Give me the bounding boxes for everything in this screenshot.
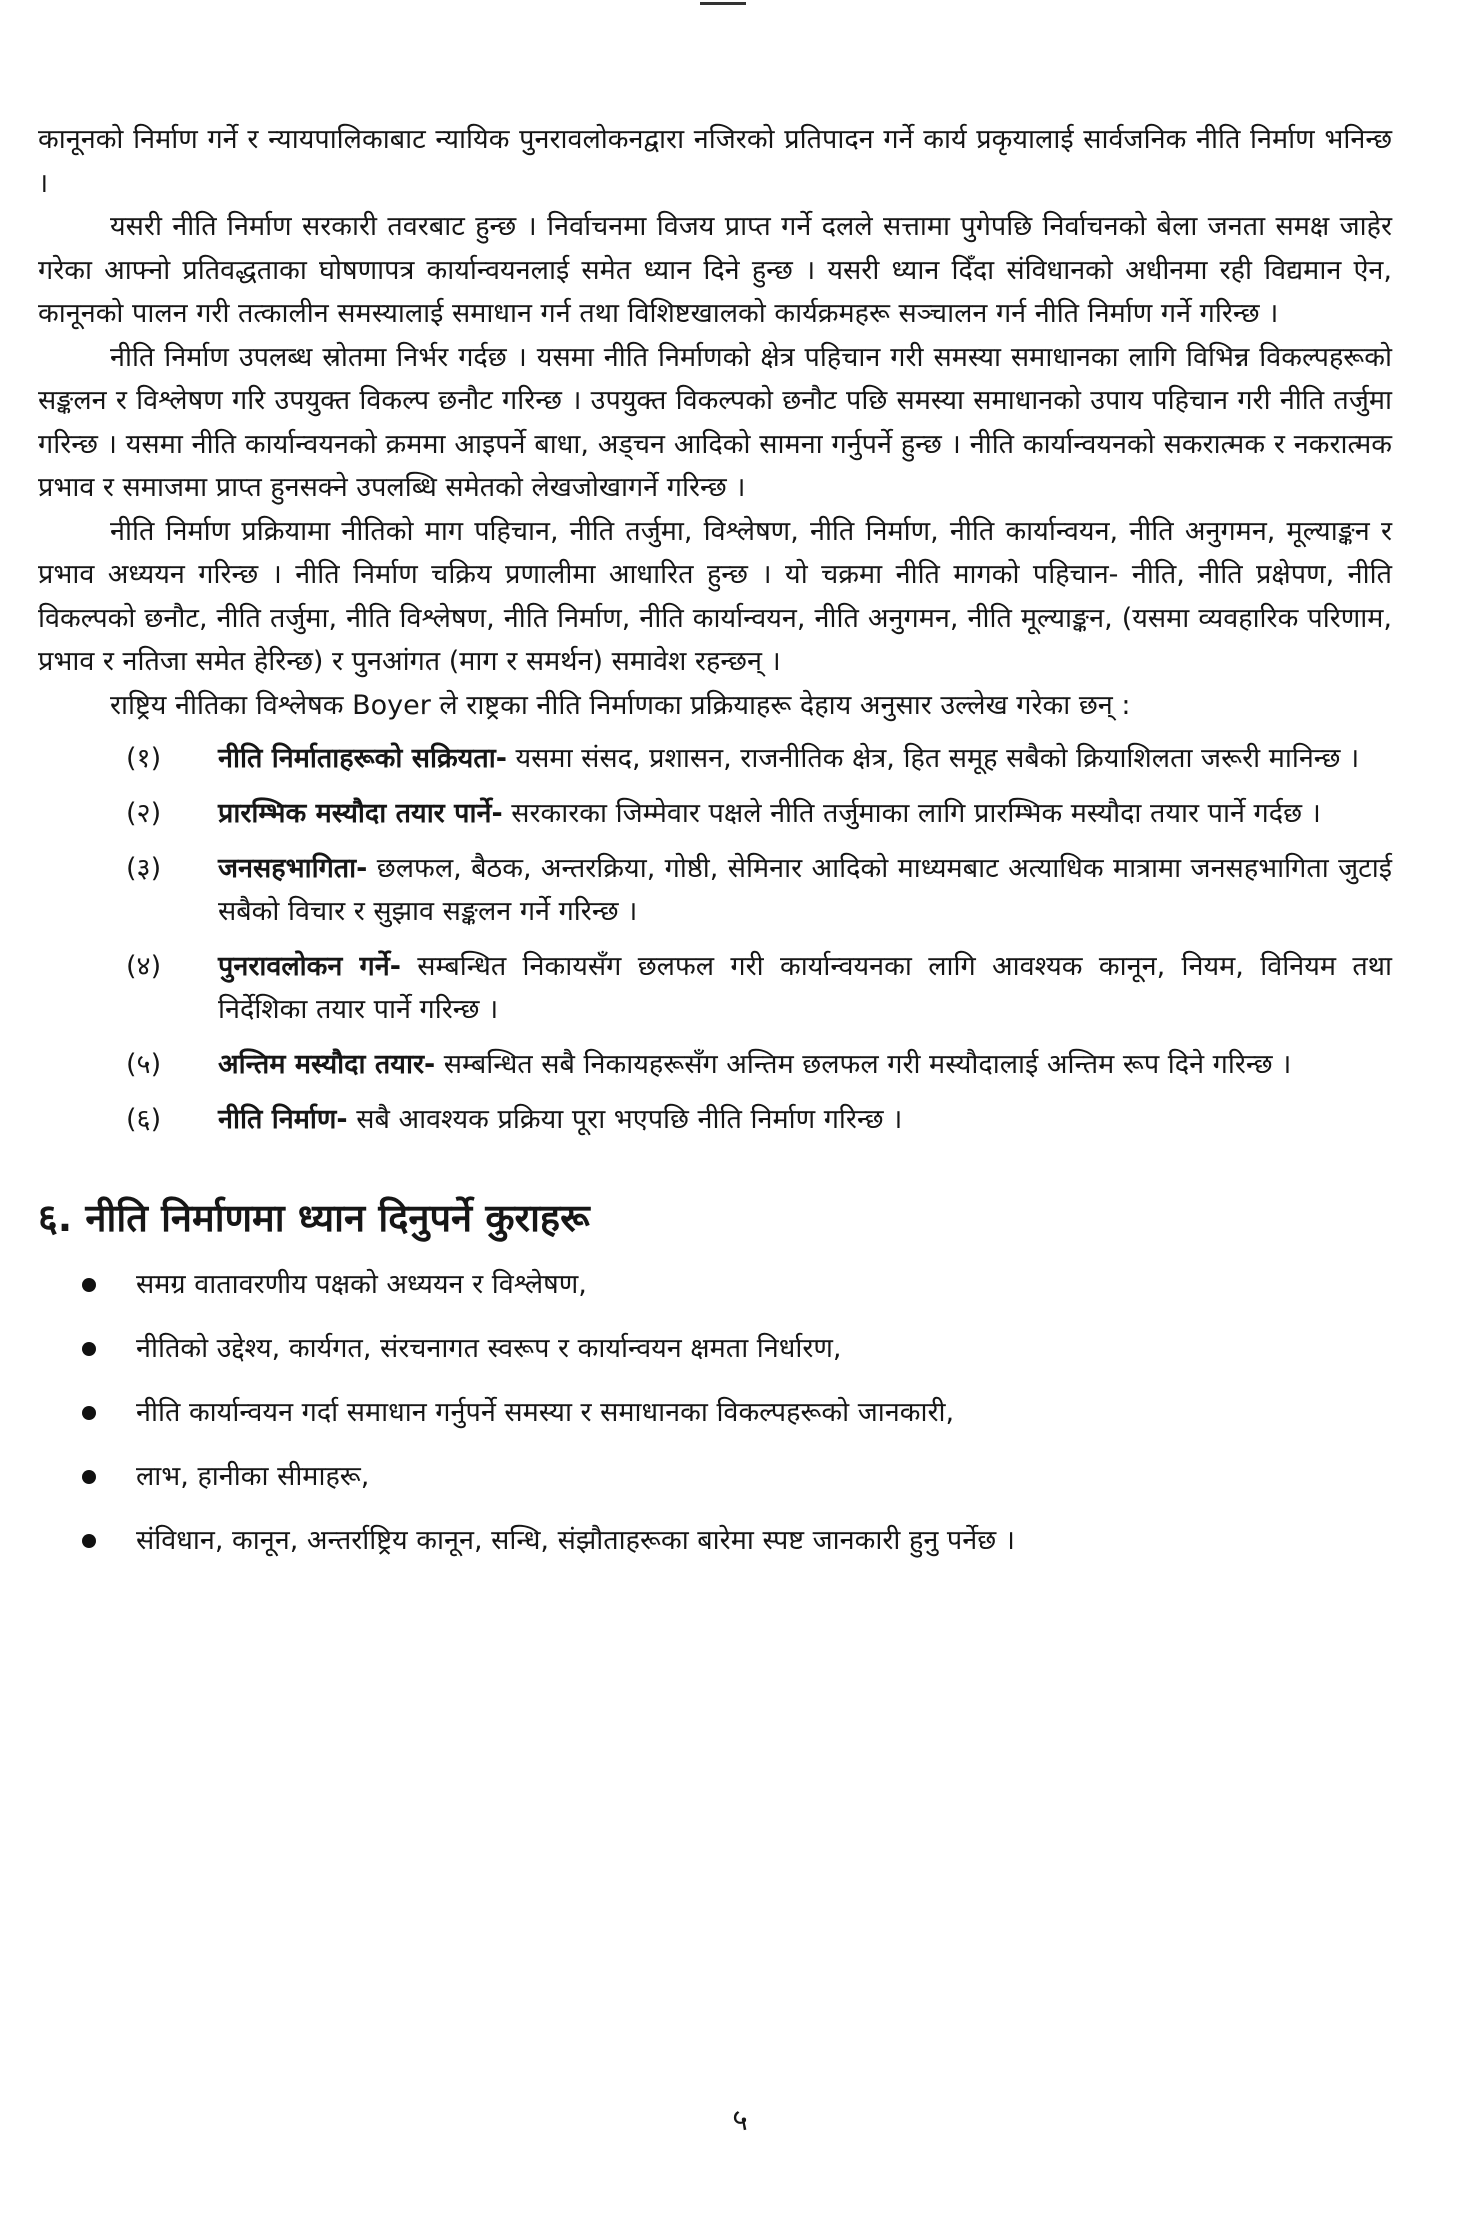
paragraph-2: यसरी नीति निर्माण सरकारी तवरबाट हुन्छ । निर्वाचनमा विजय प्राप्त गर्ने दलले सत्तामा पुगेपछि निर्वाचनको बेला जनता समक्ष जाहेर गरेका आफ्नो प्रतिवद्धताका घोषणापत्र कार्यान्वयनलाई समेत ध्यान दिने हुन्छ । यसरी ध्यान दिँदा संविधानको अधीनमा रही विद्यमान ऐन, कानूनको पालन गरी तत्कालीन समस्यालाई समाधान गर्न तथा विशिष्टखालको कार्यक्रमहरू सञ्चालन गर्न नीति निर्माण गर्ने गरिन्छ । [38,211,1392,329]
list-item [38,1043,1392,1086]
list-item [38,737,1392,780]
list-item [38,847,1392,933]
bullet-icon [82,1342,96,1356]
item-term: अन्तिम मस्यौदा तयार- [218,1049,436,1080]
bullet-text: लाभ, हानीका सीमाहरू, [136,1461,370,1492]
item-number: (४) [126,951,162,982]
item-text: सबै आवश्यक प्रक्रिया पूरा भएपछि नीति निर्माण गरिन्छ । [347,1104,903,1135]
bullet-icon [82,1470,96,1484]
item-number: (३) [126,853,162,884]
bullet-icon [82,1278,96,1292]
item-term: पुनरावलोकन गर्ने- [218,951,401,982]
scan-mark [700,2,746,5]
list-item [38,1327,1392,1371]
list-item [38,945,1392,1031]
page-number: ५ [732,2103,748,2138]
item-term: जनसहभागिता- [218,853,368,884]
item-text: सरकारका जिम्मेवार पक्षले नीति तर्जुमाका लागि प्रारम्भिक मस्यौदा तयार पार्ने गर्दछ । [502,798,1321,829]
bullet-text: समग्र वातावरणीय पक्षको अध्ययन र विश्लेषण, [136,1269,587,1300]
item-text: सम्बन्धित निकायसँग छलफल गरी कार्यान्वयनका लागि आवश्यक कानून, नियम, विनियम तथा निर्देशिका तयार पार्ने गरिन्छ । [218,951,1392,1025]
bullet-icon [82,1534,96,1548]
item-text: सम्बन्धित सबै निकायहरूसँग अन्तिम छलफल गरी मस्यौदालाई अन्तिम रूप दिने गरिन्छ । [435,1049,1292,1080]
section-heading: ६. नीति निर्माणमा ध्यान दिनुपर्ने कुराहरू [38,1196,590,1240]
list-item [38,1263,1392,1307]
item-term: नीति निर्माताहरूको सक्रियता- [218,743,507,774]
item-text: यसमा संसद, प्रशासन, राजनीतिक क्षेत्र, हित समूह सबैको क्रियाशिलता जरूरी मानिन्छ । [506,743,1360,774]
item-text: छलफल, बैठक, अन्तरक्रिया, गोष्ठी, सेमिनार आदिको माध्यमबाट अत्याधिक मात्रामा जनसहभागिता जुटाई सबैको विचार र सुझाव सङ्कलन गर्ने गरिन्छ । [218,853,1392,927]
item-term: प्रारम्भिक मस्यौदा तयार पार्ने- [218,798,503,829]
process-list [38,737,1392,1141]
list-item [38,1455,1392,1499]
paragraph-4: नीति निर्माण प्रक्रियामा नीतिको माग पहिचान, नीति तर्जुमा, विश्लेषण, नीति निर्माण, नीति कार्यान्वयन, नीति अनुगमन, मूल्याङ्कन र प्रभाव अध्ययन गरिन्छ । नीति निर्माण चक्रिय प्रणालीमा आधारित हुन्छ । यो चक्रमा नीति मागको पहिचान- नीति, नीति प्रक्षेपण, नीति विकल्पको छनौट, नीति तर्जुमा, नीति विश्लेषण, नीति निर्माण, नीति कार्यान्वयन, नीति अनुगमन, नीति मूल्याङ्कन, (यसमा व्यवहारिक परिणाम, प्रभाव र नतिजा समेत हेरिन्छ) र पुनआंगत (माग र समर्थन) समावेश रहन्छन् । [38,515,1392,677]
list-item [38,1519,1392,1563]
bullet-text: नीतिको उद्देश्य, कार्यगत, संरचनागत स्वरूप र कार्यान्वयन क्षमता निर्धारण, [136,1333,842,1364]
bullet-icon [82,1406,96,1420]
bullet-text: नीति कार्यान्वयन गर्दा समाधान गर्नुपर्ने समस्या र समाधानका विकल्पहरूको जानकारी, [136,1397,955,1428]
bullet-text: संविधान, कानून, अन्तर्राष्ट्रिय कानून, सन्धि, संझौताहरूका बारेमा स्पष्ट जानकारी हुनु पर्नेछ । [136,1525,1015,1556]
item-number: (६) [126,1104,162,1135]
item-number: (२) [126,798,162,829]
bullet-list [38,1263,1392,1563]
item-number: (१) [126,743,162,774]
item-term: नीति निर्माण- [218,1104,348,1135]
paragraph-5: राष्ट्रिय नीतिका विश्लेषक Boyer ले राष्ट्रका नीति निर्माणका प्रक्रियाहरू देहाय अनुसार उल्लेख गरेका छन् : [110,689,1131,721]
list-item [38,1391,1392,1435]
list-item [38,1098,1392,1141]
paragraph-3: नीति निर्माण उपलब्ध स्रोतमा निर्भर गर्दछ । यसमा नीति निर्माणको क्षेत्र पहिचान गरी समस्या समाधानका लागि विभिन्न विकल्पहरूको सङ्कलन र विश्लेषण गरि उपयुक्त विकल्प छनौट गरिन्छ । उपयुक्त विकल्पको छनौट पछि समस्या समाधानको उपाय पहिचान गरी नीति तर्जुमा गरिन्छ । यसमा नीति कार्यान्वयनको क्रममा आइपर्ने बाधा, अड्चन आदिको सामना गर्नुपर्ने हुन्छ । नीति कार्यान्वयनको सकरात्मक र नकरात्मक प्रभाव र समाजमा प्राप्त हुनसक्ने उपलब्धि समेतको लेखजोखागर्ने गरिन्छ । [38,341,1392,503]
list-item [38,792,1392,835]
item-number: (५) [126,1049,162,1080]
paragraph-1: कानूनको निर्माण गर्ने र न्यायपालिकाबाट न्यायिक पुनरावलोकनद्वारा नजिरको प्रतिपादन गर्ने कार्य प्रकृयालाई सार्वजनिक नीति निर्माण भनिन्छ । [38,124,1392,199]
